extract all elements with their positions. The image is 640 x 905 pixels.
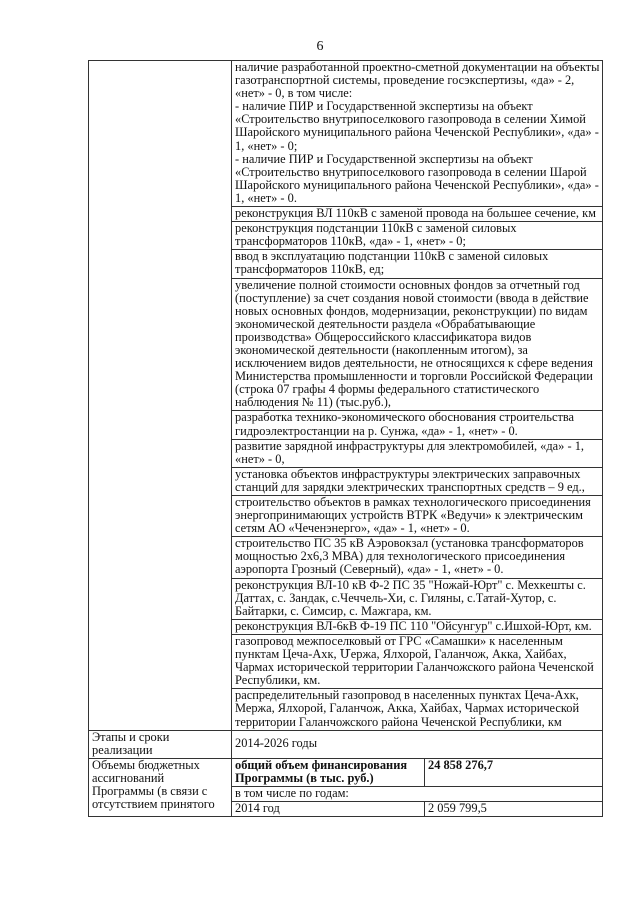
indicator-cell: реконструкция подстанции 110кВ с заменой силовых трансформаторов 110кВ, «да» - 1, «нет» - 0; bbox=[232, 222, 603, 250]
finance-year-label: 2014 год bbox=[232, 802, 425, 817]
finance-total-label: общий объем финансирования Программы (в тыс. руб.) bbox=[232, 758, 425, 786]
stages-label: Этапы и сроки реализации bbox=[89, 730, 232, 758]
label-cell-empty bbox=[89, 61, 232, 731]
indicator-cell: распределительный газопровод в населенных пунктах Цеча-Ахк, Мержа, Ялхорой, Галанчож, Акка, Хайбах, Чармах исторической территории Галанчожского района Чеченской Республики, км bbox=[232, 689, 603, 730]
indicator-row bbox=[89, 61, 603, 207]
indicator-cell: строительство объектов в рамках технологического присоединения энергопринимающих устройств ВТРК «Ведучи» к электрическим сетям АО «Чеченэнерго», «да» - 1, «нет» - 0. bbox=[232, 496, 603, 537]
stages-row bbox=[89, 730, 603, 758]
indicator-cell: реконструкция ВЛ-6кВ Ф-19 ПС 110 "Ойсунгур" с.Ишхой-Юрт, км. bbox=[232, 619, 603, 634]
indicator-cell: реконструкция ВЛ 110кВ с заменой провода на большее сечение, км bbox=[232, 207, 603, 222]
stages-value: 2014-2026 годы bbox=[232, 730, 603, 758]
indicator-cell: разработка технико-экономического обоснования строительства гидроэлектростанции на р. Сунжа, «да» - 1, «нет» - 0. bbox=[232, 411, 603, 439]
page-number: 6 bbox=[316, 39, 324, 54]
indicator-cell: реконструкция ВЛ-10 кВ Ф-2 ПС 35 "Ножай-Юрт" с. Мехкешты с. Даттах, с. Зандак, с.Чеччель-Хи, с. Гиляны, с.Татай-Хутор, с. Байтарки, с. Симсир, с. Мажгара, км. bbox=[232, 578, 603, 619]
finance-label: Объемы бюджетных ассигнований Программы (в связи с отсутствием принятого bbox=[89, 758, 232, 816]
indicator-cell: ввод в эксплуатацию подстанции 110кВ с заменой силовых трансформаторов 110кВ, ед; bbox=[232, 250, 603, 278]
indicator-cell: увеличение полной стоимости основных фондов за отчетный год (поступление) за счет создания новой стоимости (ввода в действие новых основных фондов, модернизации, реконструкции) по видам экономической деятельности раздела «Обрабатывающие производства» Общероссийского классификатора видов экономической деятельности (накопленным итогом), за исключением видов деятельности, не относящихся к сфере ведения Министерства промышленности и торговли Российской Федерации (строка 07 графы 4 формы федерального статистического наблюдения № 11) (тыс.руб.), bbox=[232, 278, 603, 411]
indicator-cell: строительство ПС 35 кВ Аэровокзал (установка трансформаторов мощностью 2х6,3 МВА) для технологического присоединения аэропорта Грозный (Северный), «да» - 1, «нет» - 0. bbox=[232, 537, 603, 578]
indicator-cell: развитие зарядной инфраструктуры для электромобилей, «да» - 1, «нет» - 0, bbox=[232, 439, 603, 467]
finance-total-value: 24 858 276,7 bbox=[425, 758, 603, 786]
finance-row bbox=[89, 758, 603, 786]
finance-year-value: 2 059 799,5 bbox=[425, 802, 603, 817]
indicator-cell: газопровод межпоселковый от ГРС «Самашки» к населенным пунктам Цеча-Ахк, Մержа, Ялхорой, Галанчож, Акка, Хайбах, Чармах исторической территории Галанчожского района Чеченской Республики, км. bbox=[232, 634, 603, 688]
indicator-cell: установка объектов инфраструктуры электрических заправочных станций для зарядки электрических транспортных средств – 9 ед., bbox=[232, 467, 603, 495]
passport-table bbox=[88, 60, 603, 817]
indicator-cell: наличие разработанной проектно-сметной документации на объекты газотранспортной системы, проведение госэкспертизы, «да» - 2, «нет» - 0, в том числе: - наличие ПИР и Государственной экспертизы на объект «Строительство внутрипоселкового газопровода в селении Химой Шаройского муниципального района Чеченской Республики», «да» - 1, «нет» - 0; - наличие ПИР и Государственной экспертизы на объект «Строительство внутрипоселкового газопровода в селении Шарой Шаройского муниципального района Чеченской Республики», «да» - 1, «нет» - 0. bbox=[232, 61, 603, 207]
finance-by-years-label: в том числе по годам: bbox=[232, 786, 603, 801]
